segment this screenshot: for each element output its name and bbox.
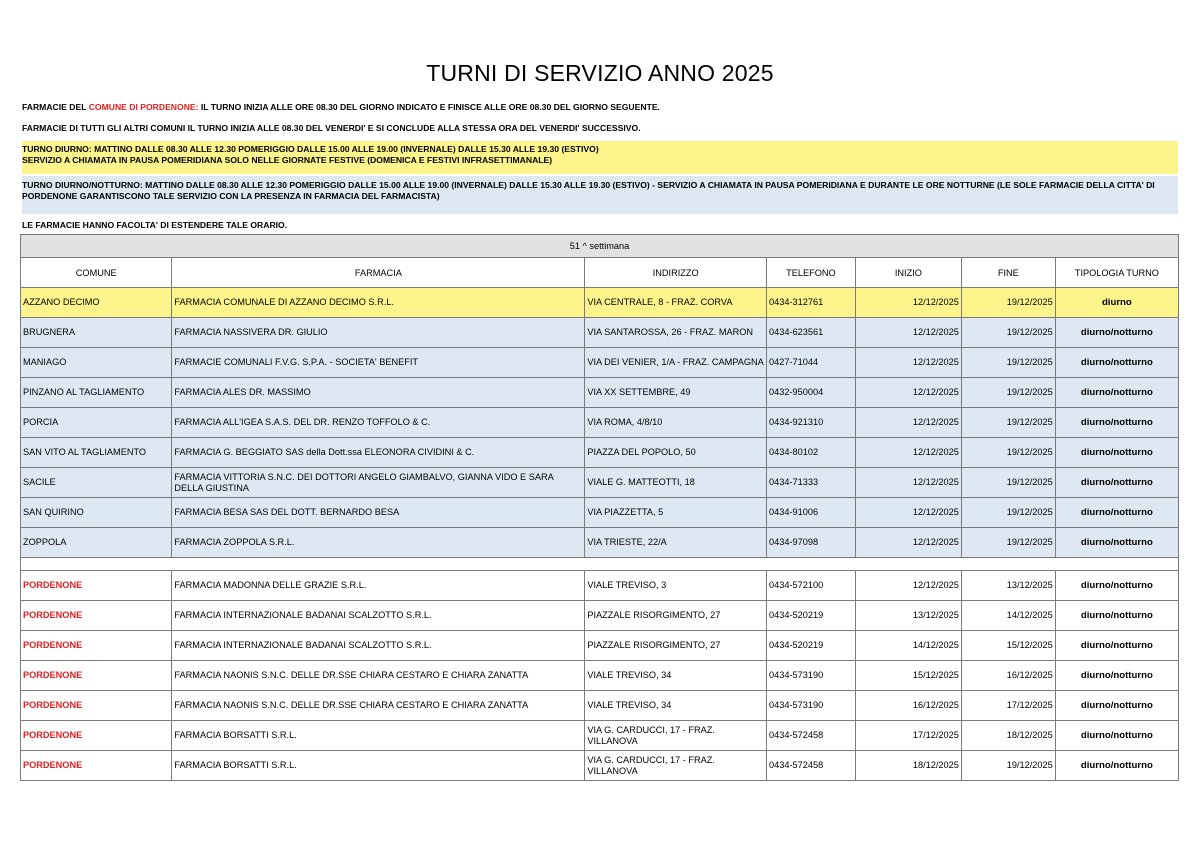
cell-tipologia: diurno/notturno [1055, 498, 1178, 528]
cell-farmacia: FARMACIA NAONIS S.N.C. DELLE DR.SSE CHIARA CESTARO E CHIARA ZANATTA [172, 661, 585, 691]
note-other-comuni: FARMACIE DI TUTTI GLI ALTRI COMUNI IL TURNO INIZIA ALLE 08.30 DEL VENERDI' E SI CONCLUDE ALLA STESSA ORA DEL VENERDI' SUCCESSIVO. [22, 123, 641, 133]
table-row [21, 631, 1179, 661]
table-row [21, 438, 1179, 468]
cell-comune: SAN VITO AL TAGLIAMENTO [21, 438, 172, 468]
cell-tipologia: diurno/notturno [1055, 468, 1178, 498]
cell-indirizzo: VIA G. CARDUCCI, 17 - FRAZ. VILLANOVA [585, 721, 767, 751]
cell-farmacia: FARMACIA INTERNAZIONALE BADANAI SCALZOTTO S.R.L. [172, 631, 585, 661]
cell-comune: PINZANO AL TAGLIAMENTO [21, 378, 172, 408]
cell-fine: 15/12/2025 [961, 631, 1055, 661]
cell-indirizzo: VIALE G. MATTEOTTI, 18 [585, 468, 767, 498]
cell-comune: PORDENONE [21, 631, 172, 661]
cell-comune: PORDENONE [21, 601, 172, 631]
cell-fine: 16/12/2025 [961, 661, 1055, 691]
cell-comune: MANIAGO [21, 348, 172, 378]
cell-tipologia: diurno/notturno [1055, 571, 1178, 601]
cell-tipologia: diurno/notturno [1055, 631, 1178, 661]
spacer-cell [21, 558, 1179, 571]
cell-inizio: 12/12/2025 [855, 288, 961, 318]
cell-telefono: 0434-71333 [767, 468, 856, 498]
cell-indirizzo: VIA SANTAROSSA, 26 - FRAZ. MARON [585, 318, 767, 348]
cell-tipologia: diurno/notturno [1055, 661, 1178, 691]
cell-inizio: 12/12/2025 [855, 528, 961, 558]
cell-indirizzo: VIA ROMA, 4/8/10 [585, 408, 767, 438]
table-row [21, 318, 1179, 348]
cell-indirizzo: VIALE TREVISO, 34 [585, 661, 767, 691]
cell-tipologia: diurno/notturno [1055, 408, 1178, 438]
cell-farmacia: FARMACIA INTERNAZIONALE BADANAI SCALZOTTO S.R.L. [172, 601, 585, 631]
header-fine: FINE [961, 258, 1055, 288]
cell-comune: ZOPPOLA [21, 528, 172, 558]
cell-inizio: 16/12/2025 [855, 691, 961, 721]
cell-tipologia: diurno/notturno [1055, 318, 1178, 348]
cell-telefono: 0432-950004 [767, 378, 856, 408]
header-farmacia: FARMACIA [172, 258, 585, 288]
note-turno-diurno-line2: SERVIZIO A CHIAMATA IN PAUSA POMERIDIANA SOLO NELLE GIORNATE FESTIVE (DOMENICA E FESTIVI INFRASETTIMANALE) [22, 155, 553, 165]
table-row [21, 751, 1179, 781]
cell-comune: PORDENONE [21, 571, 172, 601]
cell-farmacia: FARMACIA NASSIVERA DR. GIULIO [172, 318, 585, 348]
cell-farmacia: FARMACIA BORSATTI S.R.L. [172, 721, 585, 751]
note-turno-diurno-line1: TURNO DIURNO: MATTINO DALLE 08.30 ALLE 12.30 POMERIGGIO DALLE 15.00 ALLE 19.00 (INVERNALE) DALLE 15.30 ALLE 19.30 (ESTIVO) [22, 144, 599, 154]
page-title: TURNI DI SERVIZIO ANNO 2025 [426, 60, 774, 86]
cell-farmacia: FARMACIA G. BEGGIATO SAS della Dott.ssa ELEONORA CIVIDINI & C. [172, 438, 585, 468]
cell-indirizzo: VIA DEI VENIER, 1/A - FRAZ. CAMPAGNA [585, 348, 767, 378]
cell-farmacia: FARMACIA NAONIS S.N.C. DELLE DR.SSE CHIARA CESTARO E CHIARA ZANATTA [172, 691, 585, 721]
cell-telefono: 0434-573190 [767, 661, 856, 691]
table-row [21, 661, 1179, 691]
cell-fine: 13/12/2025 [961, 571, 1055, 601]
cell-fine: 19/12/2025 [961, 751, 1055, 781]
cell-farmacia: FARMACIA ZOPPOLA S.R.L. [172, 528, 585, 558]
cell-telefono: 0434-520219 [767, 601, 856, 631]
cell-fine: 14/12/2025 [961, 601, 1055, 631]
cell-farmacia: FARMACIA COMUNALE DI AZZANO DECIMO S.R.L. [172, 288, 585, 318]
cell-fine: 19/12/2025 [961, 498, 1055, 528]
cell-telefono: 0434-91006 [767, 498, 856, 528]
cell-fine: 19/12/2025 [961, 348, 1055, 378]
cell-inizio: 12/12/2025 [855, 348, 961, 378]
cell-indirizzo: VIA PIAZZETTA, 5 [585, 498, 767, 528]
cell-telefono: 0434-623561 [767, 318, 856, 348]
header-indirizzo: INDIRIZZO [585, 258, 767, 288]
cell-tipologia: diurno/notturno [1055, 378, 1178, 408]
week-header: 51 ^ settimana [21, 235, 1179, 258]
cell-inizio: 17/12/2025 [855, 721, 961, 751]
cell-comune: BRUGNERA [21, 318, 172, 348]
cell-telefono: 0434-520219 [767, 631, 856, 661]
cell-fine: 19/12/2025 [961, 378, 1055, 408]
cell-farmacia: FARMACIA ALES DR. MASSIMO [172, 378, 585, 408]
cell-indirizzo: VIALE TREVISO, 34 [585, 691, 767, 721]
cell-indirizzo: PIAZZALE RISORGIMENTO, 27 [585, 601, 767, 631]
cell-telefono: 0434-572458 [767, 751, 856, 781]
cell-comune: PORCIA [21, 408, 172, 438]
table-row [21, 348, 1179, 378]
cell-fine: 18/12/2025 [961, 721, 1055, 751]
cell-fine: 19/12/2025 [961, 288, 1055, 318]
cell-telefono: 0434-80102 [767, 438, 856, 468]
cell-inizio: 12/12/2025 [855, 498, 961, 528]
cell-tipologia: diurno/notturno [1055, 438, 1178, 468]
cell-fine: 19/12/2025 [961, 468, 1055, 498]
cell-farmacia: FARMACIA VITTORIA S.N.C. DEI DOTTORI ANGELO GIAMBALVO, GIANNA VIDO E SARA DELLA GIUSTINA [172, 468, 585, 498]
cell-telefono: 0427-71044 [767, 348, 856, 378]
cell-telefono: 0434-572100 [767, 571, 856, 601]
cell-tipologia: diurno [1055, 288, 1178, 318]
cell-inizio: 12/12/2025 [855, 571, 961, 601]
cell-tipologia: diurno/notturno [1055, 751, 1178, 781]
note-facolta: LE FARMACIE HANNO FACOLTA' DI ESTENDERE TALE ORARIO. [22, 220, 288, 230]
cell-farmacia: FARMACIE COMUNALI F.V.G. S.P.A. - SOCIETA' BENEFIT [172, 348, 585, 378]
cell-inizio: 12/12/2025 [855, 438, 961, 468]
cell-farmacia: FARMACIA ALL'IGEA S.A.S. DEL DR. RENZO TOFFOLO & C. [172, 408, 585, 438]
note-pordenone [22, 102, 1178, 113]
cell-fine: 19/12/2025 [961, 408, 1055, 438]
cell-indirizzo: VIA G. CARDUCCI, 17 - FRAZ. VILLANOVA [585, 751, 767, 781]
note-pordenone-prefix: FARMACIE DEL [22, 102, 89, 112]
table-row [21, 528, 1179, 558]
header-inizio: INIZIO [855, 258, 961, 288]
cell-comune: PORDENONE [21, 751, 172, 781]
note-pordenone-red: COMUNE DI PORDENONE: [88, 102, 199, 112]
note-turno-diurno [22, 141, 1178, 174]
note-turno-diurno-notturno: TURNO DIURNO/NOTTURNO: MATTINO DALLE 08.30 ALLE 12.30 POMERIGGIO DALLE 15.00 ALLE 19.00 (INVERNALE) DALLE 15.30 ALLE 19.30 (ESTIVO) - SERVIZIO A CHIAMATA IN PAUSA POMERIDIANA E DURANTE LE ORE NOTTURNE (LE SOLE FARMACIE DELLA CITTA' DI PORDENONE GARANTISCONO TALE SERVIZIO CON LA PRESENZA IN FARMACIA DEL FARMACISTA) [22, 176, 1178, 214]
table-row [21, 378, 1179, 408]
cell-indirizzo: VIALE TREVISO, 3 [585, 571, 767, 601]
table-row [21, 288, 1179, 318]
cell-inizio: 18/12/2025 [855, 751, 961, 781]
cell-fine: 19/12/2025 [961, 438, 1055, 468]
cell-inizio: 12/12/2025 [855, 378, 961, 408]
cell-inizio: 14/12/2025 [855, 631, 961, 661]
cell-inizio: 12/12/2025 [855, 318, 961, 348]
cell-telefono: 0434-921310 [767, 408, 856, 438]
header-comune: COMUNE [21, 258, 172, 288]
cell-indirizzo: PIAZZA DEL POPOLO, 50 [585, 438, 767, 468]
cell-fine: 17/12/2025 [961, 691, 1055, 721]
cell-tipologia: diurno/notturno [1055, 348, 1178, 378]
cell-farmacia: FARMACIA BESA SAS DEL DOTT. BERNARDO BESA [172, 498, 585, 528]
table-row [21, 721, 1179, 751]
table-row [21, 691, 1179, 721]
column-header-row [21, 258, 1179, 288]
pordenone-rows [21, 571, 1179, 781]
cell-farmacia: FARMACIA BORSATTI S.R.L. [172, 751, 585, 781]
cell-indirizzo: VIA XX SETTEMBRE, 49 [585, 378, 767, 408]
cell-indirizzo: VIA TRIESTE, 22/A [585, 528, 767, 558]
turni-table [20, 234, 1179, 781]
cell-comune: SACILE [21, 468, 172, 498]
cell-telefono: 0434-573190 [767, 691, 856, 721]
cell-comune: AZZANO DECIMO [21, 288, 172, 318]
note-pordenone-text: IL TURNO INIZIA ALLE ORE 08.30 DEL GIORNO INDICATO E FINISCE ALLE ORE 08.30 DEL GIORNO SEGUENTE. [198, 102, 660, 112]
cell-tipologia: diurno/notturno [1055, 691, 1178, 721]
section-spacer [21, 558, 1179, 571]
cell-fine: 19/12/2025 [961, 318, 1055, 348]
cell-tipologia: diurno/notturno [1055, 721, 1178, 751]
other-comuni-rows [21, 288, 1179, 558]
cell-inizio: 15/12/2025 [855, 661, 961, 691]
table-row [21, 468, 1179, 498]
cell-tipologia: diurno/notturno [1055, 528, 1178, 558]
cell-farmacia: FARMACIA MADONNA DELLE GRAZIE S.R.L. [172, 571, 585, 601]
header-tipologia: TIPOLOGIA TURNO [1055, 258, 1178, 288]
cell-inizio: 12/12/2025 [855, 468, 961, 498]
cell-telefono: 0434-97098 [767, 528, 856, 558]
cell-indirizzo: PIAZZALE RISORGIMENTO, 27 [585, 631, 767, 661]
table-row [21, 408, 1179, 438]
cell-inizio: 13/12/2025 [855, 601, 961, 631]
cell-telefono: 0434-312761 [767, 288, 856, 318]
cell-comune: PORDENONE [21, 721, 172, 751]
cell-telefono: 0434-572458 [767, 721, 856, 751]
table-row [21, 601, 1179, 631]
cell-comune: PORDENONE [21, 691, 172, 721]
table-row [21, 498, 1179, 528]
table-row [21, 571, 1179, 601]
cell-fine: 19/12/2025 [961, 528, 1055, 558]
cell-tipologia: diurno/notturno [1055, 601, 1178, 631]
header-telefono: TELEFONO [767, 258, 856, 288]
cell-comune: SAN QUIRINO [21, 498, 172, 528]
cell-comune: PORDENONE [21, 661, 172, 691]
cell-indirizzo: VIA CENTRALE, 8 - FRAZ. CORVA [585, 288, 767, 318]
cell-inizio: 12/12/2025 [855, 408, 961, 438]
